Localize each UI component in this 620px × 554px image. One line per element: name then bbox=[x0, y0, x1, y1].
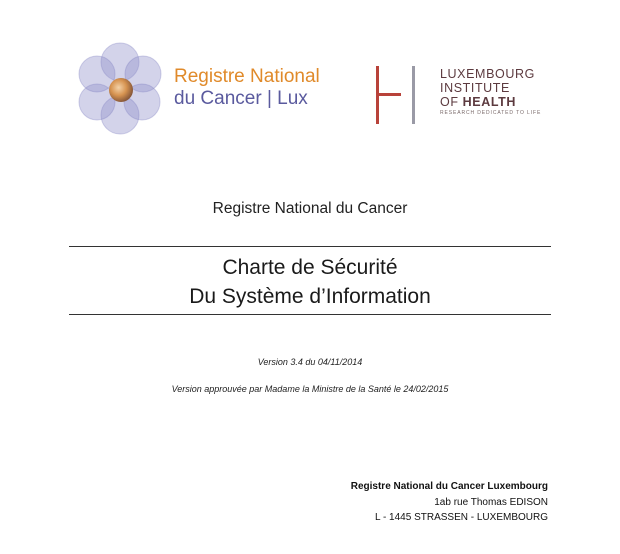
document-title-line2: Du Système d’Information bbox=[189, 285, 431, 308]
lih-line2: INSTITUTE bbox=[440, 81, 510, 95]
lih-tagline: RESEARCH DEDICATED TO LIFE bbox=[440, 110, 542, 116]
version-text: Version 3.4 du 04/11/2014 bbox=[257, 357, 363, 367]
address-city: L - 1445 STRASSEN - LUXEMBOURG bbox=[374, 512, 548, 523]
flower-icon bbox=[72, 40, 168, 136]
rnc-logo-text bbox=[174, 66, 320, 110]
rnc-logo-line1: Registre National bbox=[174, 66, 320, 87]
document-title-line1: Charte de Sécurité bbox=[222, 256, 398, 279]
address-org: Registre National du Cancer Luxembourg bbox=[350, 481, 548, 492]
rnc-logo bbox=[72, 40, 332, 136]
lih-line3-prefix: OF bbox=[440, 95, 463, 109]
lih-line3-bold: HEALTH bbox=[462, 95, 517, 109]
address-block bbox=[351, 479, 548, 526]
lih-line3 bbox=[440, 95, 541, 109]
lih-mark-icon bbox=[374, 66, 418, 124]
lih-logo bbox=[374, 64, 574, 126]
approval-text: Version approuvée par Madame la Ministre de la Santé le 24/02/2015 bbox=[171, 384, 449, 394]
rnc-logo-line2: du Cancer | Lux bbox=[174, 88, 308, 109]
organization-heading: Registre National du Cancer bbox=[212, 200, 408, 217]
address-street: 1ab rue Thomas EDISON bbox=[434, 496, 548, 508]
title-rule-bottom bbox=[69, 314, 551, 315]
title-rule-top bbox=[69, 246, 551, 247]
lih-line1: LUXEMBOURG bbox=[440, 67, 535, 81]
lih-logo-text bbox=[440, 67, 541, 117]
document-title bbox=[0, 253, 620, 311]
